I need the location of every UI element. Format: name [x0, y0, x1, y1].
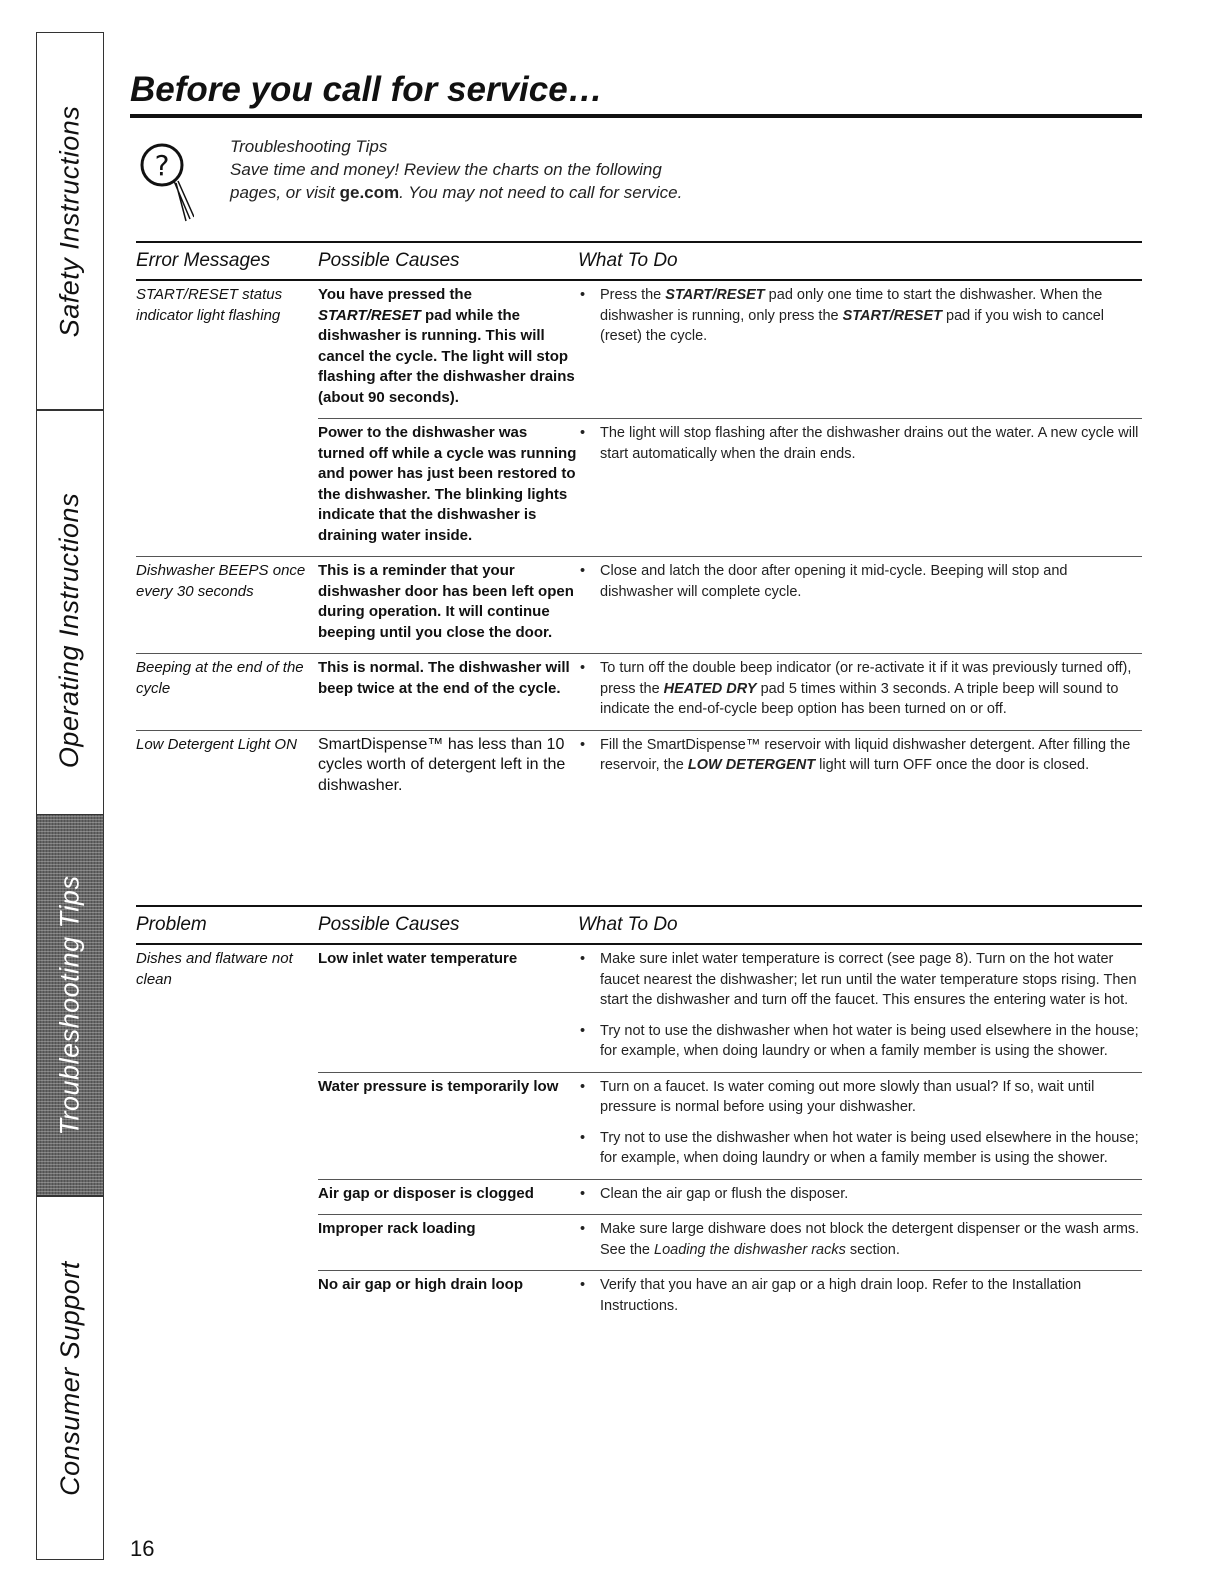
table-row — [136, 281, 1142, 556]
tips-line-2: pages, or visit ge.com. You may not need to call for service. — [230, 183, 683, 202]
possible-cause: SmartDispense™ has less than 10 cycles worth of detergent left in the dishwasher. — [318, 735, 566, 794]
table-row — [136, 556, 1142, 653]
col-header-what-to-do: What To Do — [578, 914, 678, 935]
what-to-do: • Make sure inlet water temperature is correct (see page 8). Turn on the hot water faucet nearest the dishwasher; let run until the water temperature stops rising. Then start the dishwasher and turn off the faucet. This ensures the entering water is hot. • Try not to use the dishwasher when hot water is being used elsewhere in the house; for example, when doing laundry or when a family member is using the shower. — [580, 951, 1139, 1059]
table-row — [136, 945, 1142, 1326]
what-to-do: • Verify that you have an air gap or a high drain loop. Refer to the Installation Instructions. — [578, 1270, 1142, 1326]
col-header-possible-causes: Possible Causes — [318, 250, 460, 271]
tips-text — [230, 135, 682, 204]
tab-label: Troubleshooting Tips — [54, 875, 85, 1135]
possible-cause: Water pressure is temporarily low — [318, 1072, 578, 1179]
tab-operating-instructions[interactable] — [36, 410, 104, 850]
table-header — [136, 905, 1142, 945]
tab-label: Consumer Support — [54, 1260, 85, 1496]
error-message: Low Detergent Light ON — [136, 735, 297, 753]
problem: Dishes and flatware not clean — [136, 950, 293, 988]
tab-safety-instructions[interactable] — [36, 32, 104, 410]
col-header-what-to-do: What To Do — [578, 250, 678, 271]
col-header-problem: Problem — [136, 914, 207, 935]
cause-subrow — [318, 281, 1142, 418]
side-tabs — [36, 32, 106, 1560]
table-header — [136, 241, 1142, 281]
what-to-do: • Fill the SmartDispense™ reservoir with liquid dishwasher detergent. After filling the reservoir, the LOW DETERGENT light will turn OFF once the door is closed. — [580, 736, 1131, 773]
col-header-error-messages: Error Messages — [136, 250, 271, 271]
tab-label: Safety Instructions — [54, 105, 85, 337]
cause-subrow — [318, 418, 1142, 556]
magnifier-question-icon — [138, 139, 194, 225]
what-to-do: • Make sure large dishware does not block the detergent dispenser or the wash arms. See the Loading the dishwasher racks section. — [578, 1214, 1142, 1270]
error-messages-table — [136, 241, 1142, 806]
cause-subrow — [318, 945, 1142, 1072]
tab-troubleshooting-tips[interactable] — [36, 814, 104, 1196]
error-message: START/RESET status indicator light flashing — [136, 286, 283, 324]
page-number: 16 — [130, 1536, 155, 1561]
possible-cause: Low inlet water temperature — [318, 950, 518, 967]
problem-table — [136, 905, 1142, 1326]
col-header-possible-causes: Possible Causes — [318, 914, 460, 935]
table-row — [136, 653, 1142, 730]
error-message: Dishwasher BEEPS once every 30 seconds — [136, 562, 306, 600]
title-rule — [130, 114, 1142, 118]
what-to-do: • To turn off the double beep indicator (or re-activate it if it was previously turned off), press the HEATED DRY pad 5 times within 3 seconds. A triple beep will sound to indicate the end-of-cycle beep option has been turned on or off. — [580, 660, 1132, 717]
what-to-do: • Press the START/RESET pad only one time to start the dishwasher. When the dishwasher is running, only press the START/RESET pad if you wish to cancel (reset) the cycle. — [580, 287, 1104, 344]
possible-cause: Air gap or disposer is clogged — [318, 1179, 578, 1215]
svg-text:?: ? — [154, 149, 170, 182]
what-to-do: • Close and latch the door after opening it mid-cycle. Beeping will stop and dishwasher will complete cycle. — [580, 563, 1068, 600]
what-to-do: • The light will stop flashing after the dishwasher drains out the water. A new cycle will start automatically when the drain ends. — [578, 418, 1142, 556]
what-to-do: • Clean the air gap or flush the disposer. — [578, 1179, 1142, 1215]
cause-subrow — [318, 1072, 1142, 1179]
troubleshooting-tips-box — [138, 135, 1138, 225]
possible-cause: This is normal. The dishwasher will beep twice at the end of the cycle. — [318, 659, 570, 697]
tips-heading: Troubleshooting Tips — [230, 137, 388, 156]
possible-cause: Improper rack loading — [318, 1214, 578, 1270]
page-title: Before you call for service… — [130, 70, 603, 109]
ge-link[interactable]: ge.com — [339, 183, 400, 202]
cause-subrow — [318, 1270, 1142, 1326]
cause-subrow — [318, 1214, 1142, 1270]
tab-consumer-support[interactable] — [36, 1196, 104, 1560]
possible-cause: You have pressed the START/RESET pad while the dishwasher is running. This will cancel the cycle. The light will stop flashing after the dishwasher drains (about 90 seconds). — [318, 286, 575, 406]
possible-cause: This is a reminder that your dishwasher door has been left open during operation. It will continue beeping until you close the door. — [318, 562, 574, 641]
tips-line-1: Save time and money! Review the charts on the following — [230, 160, 662, 179]
cause-subrow — [318, 1179, 1142, 1215]
tab-label: Operating Instructions — [54, 492, 85, 768]
possible-cause: No air gap or high drain loop — [318, 1270, 578, 1326]
table-row — [136, 730, 1142, 807]
error-message: Beeping at the end of the cycle — [136, 659, 304, 697]
what-to-do: • Turn on a faucet. Is water coming out more slowly than usual? If so, wait until pressure is normal before using your dishwasher. • Try not to use the dishwasher when hot water is being used elsewhere in the house; for example, when doing laundry or when a family member is using the shower. — [578, 1072, 1142, 1179]
possible-cause: Power to the dishwasher was turned off while a cycle was running and power has just been restored to the dishwasher. The blinking lights indicate that the dishwasher is draining water inside. — [318, 418, 578, 556]
